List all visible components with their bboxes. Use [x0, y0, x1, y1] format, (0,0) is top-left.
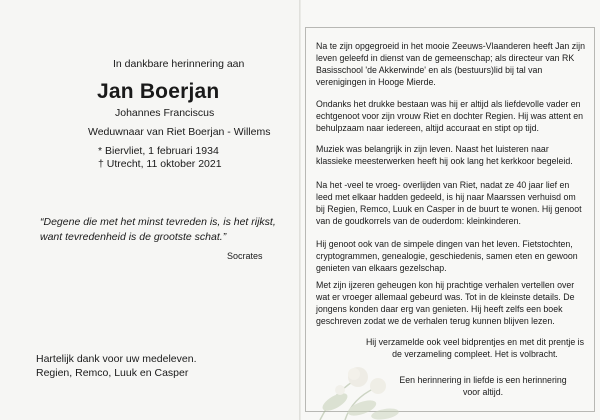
- given-names: Johannes Franciscus: [115, 107, 215, 119]
- death-line: † Utrecht, 11 oktober 2021: [98, 158, 222, 170]
- family-names: Regien, Remco, Luuk en Casper: [36, 367, 189, 379]
- widower-line: Weduwnaar van Riet Boerjan - Willems: [88, 126, 271, 138]
- paragraph-stories: Met zijn ijzeren geheugen kon hij prachtige verhalen vertellen over wat er vroeger allemaal gebeurd was. Tot in de kleinste details. De jongens konden daar erg van genieten. Hij heeft zelfs een boek geschreven zodat we de verhalen terug kunnen blijven lezen.: [316, 280, 575, 326]
- thanks-line: Hartelijk dank voor uw medeleven.: [36, 353, 197, 365]
- paragraph-collection: Hij verzamelde ook veel bidprentjes en met dit prentje is de verzameling compleet. Het is volbracht.: [365, 337, 585, 359]
- quote-text: “Degene die met het minst tevreden is, is het rijkst, want tevredenheid is de grootste schat.”: [40, 216, 276, 243]
- paragraph-simple-things: Hij genoot ook van de simpele dingen van het leven. Fietstochten, cryptogrammen, genealogie, geschiedenis, samen eten en gewoon genieten van elkaars gezelschap.: [316, 239, 578, 273]
- paragraph-youth: Na te zijn opgegroeid in het mooie Zeeuws-Vlaanderen heeft Jan zijn leven geleefd in dienst van de gemeenschap; als directeur van RK Basisschool 'de Akkerwinde' en als (bestuurs)lid bij tal van verenigingen in Hooge Mierde.: [316, 41, 585, 87]
- paragraph-family: Ondanks het drukke bestaan was hij er altijd als liefdevolle vader en echtgenoot voor zijn vrouw Riet en dochter Regien. Hij was attent en behulpzaam naar iedereen, altijd accuraat en stipt op tijd.: [316, 99, 583, 133]
- paragraph-music: Muziek was belangrijk in zijn leven. Naast het luisteren naar klassieke meesterwerken heeft hij ook lang het kerkkoor begeleid.: [316, 144, 573, 166]
- paragraph-maarssen: Na het -veel te vroeg- overlijden van Riet, nadat ze 40 jaar lief en leed met elkaar hadden gedeeld, is hij naar Maarssen verhuisd om bij Regien, Remco, Luuk en Casper in de buurt te wonen. Hij genoot van de goudkorrels van de ouderdom: kleinkinderen.: [316, 180, 582, 226]
- intro-text: In dankbare herinnering aan: [113, 58, 245, 70]
- birth-line: * Biervliet, 1 februari 1934: [98, 145, 219, 157]
- closing-line: Een herinnering in liefde is een herinnering voor altijd.: [399, 375, 567, 397]
- deceased-name: Jan Boerjan: [97, 80, 220, 103]
- quote-author: Socrates: [227, 251, 263, 261]
